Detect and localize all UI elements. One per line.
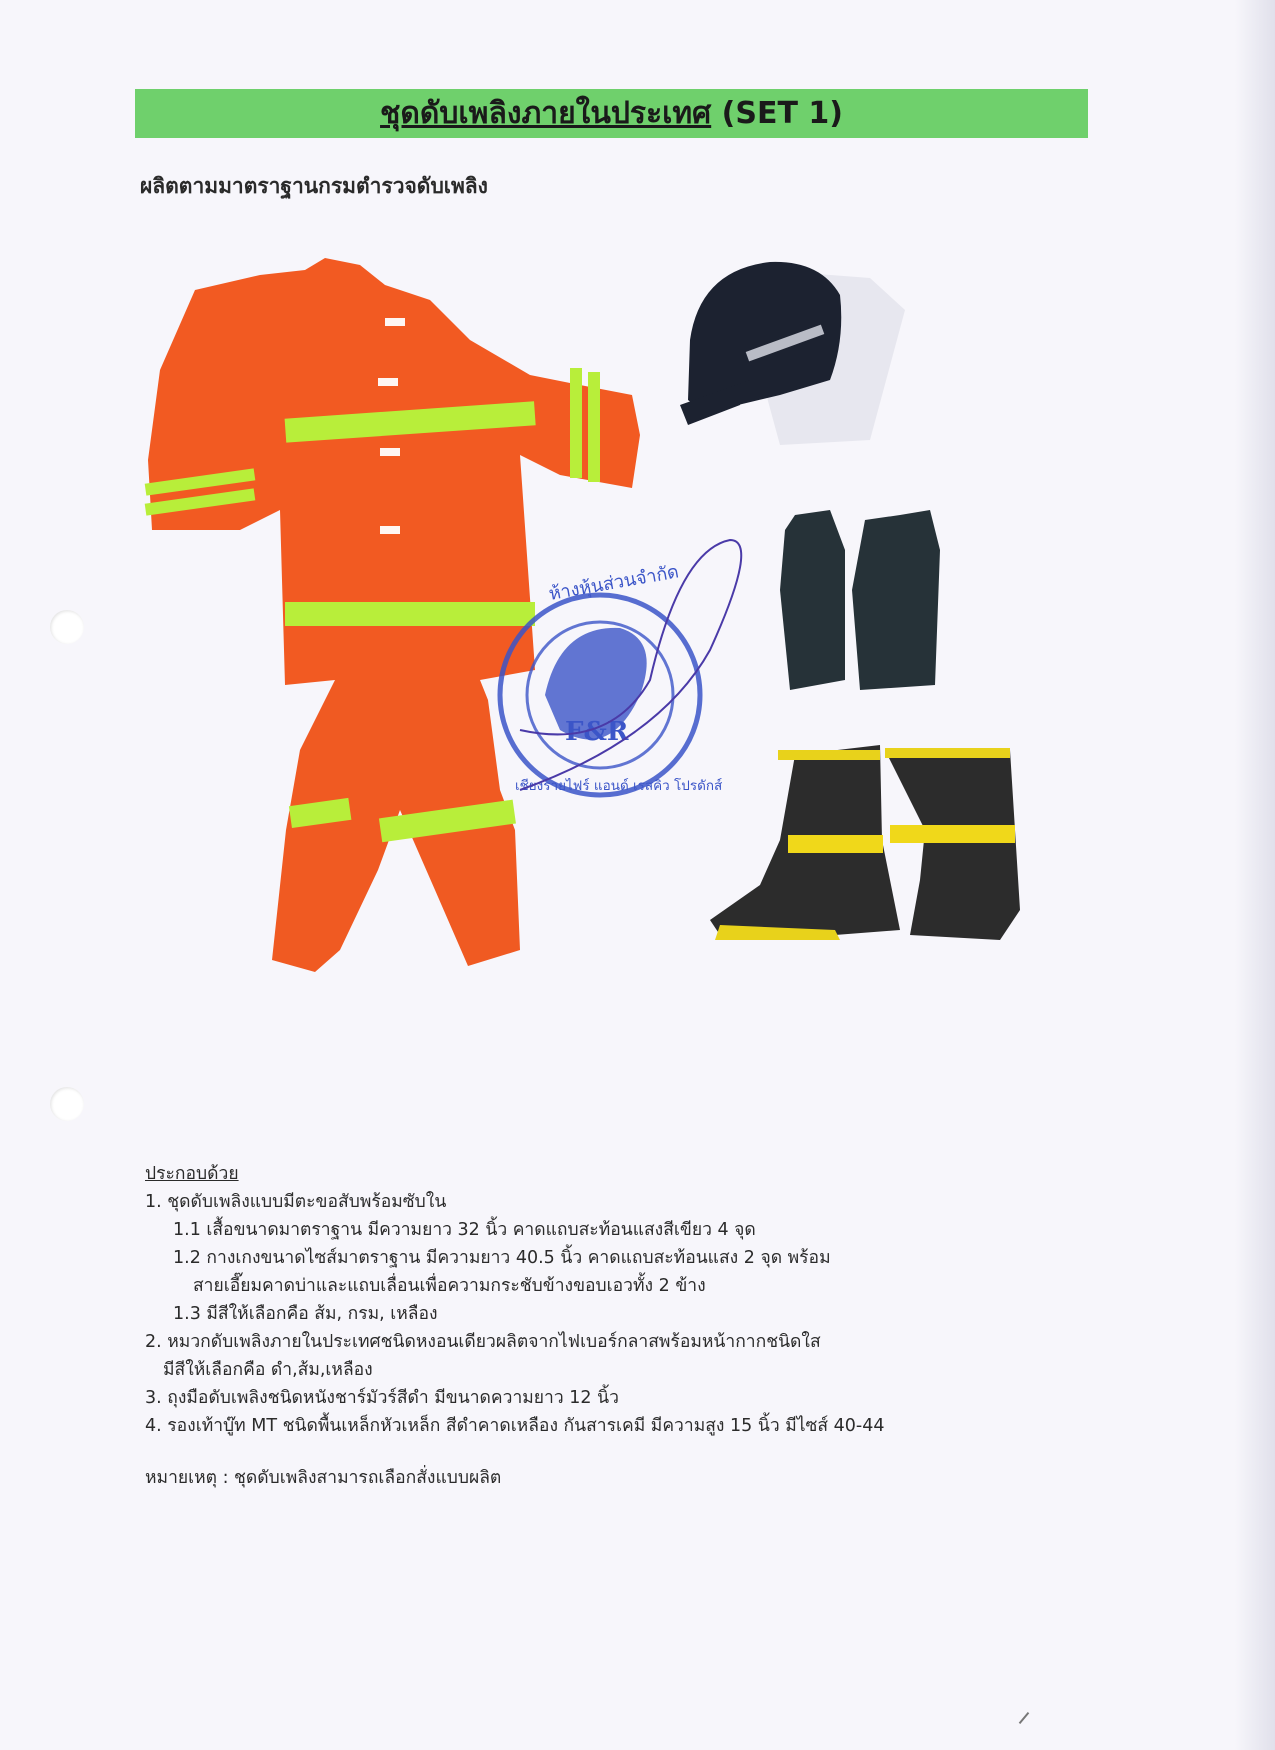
- fire-suit-image: [145, 258, 640, 972]
- note: หมายเหตุ : ชุดดับเพลิงสามารถเลือกสั่งแบบผลิต: [145, 1468, 502, 1488]
- punch-hole: [50, 610, 84, 644]
- title-suffix: (SET 1): [721, 96, 843, 131]
- punch-hole: [50, 1087, 84, 1121]
- product-photo-collage: [140, 230, 1060, 1130]
- page-title: [380, 90, 843, 137]
- list-item: 4. รองเท้าบู๊ท MT ชนิดพื้นเหล็กหัวเหล็ก สีดำคาดเหลือง กันสารเคมี มีความสูง 15 นิ้ว มีไซส์ 40-44: [145, 1416, 885, 1436]
- list-item: สายเอี๊ยมคาดบ่าและแถบเลื่อนเพื่อความกระชับข้างขอบเอวทั้ง 2 ข้าง: [193, 1276, 706, 1296]
- list-item: 1.1 เสื้อขนาดมาตราฐาน มีความยาว 32 นิ้ว คาดแถบสะท้อนแสงสีเขียว 4 จุด: [173, 1220, 756, 1240]
- item-list: [145, 1160, 1075, 1492]
- list-item: มีสีให้เลือกคือ ดำ,ส้ม,เหลือง: [163, 1360, 373, 1380]
- pen-mark: [1019, 1712, 1030, 1724]
- list-item: 1.3 มีสีให้เลือกคือ ส้ม, กรม, เหลือง: [173, 1304, 438, 1324]
- title-bar: [135, 89, 1088, 138]
- stamp-top-text: ห้างหุ้นส่วนจำกัด: [547, 561, 681, 605]
- gloves-image: [780, 510, 940, 690]
- title-main: ชุดดับเพลิงภายในประเทศ: [380, 96, 712, 131]
- stamp-logo: F&R: [565, 717, 629, 747]
- list-item: 3. ถุงมือดับเพลิงชนิดหนังชาร์มัวร์สีดำ มีขนาดความยาว 12 นิ้ว: [145, 1388, 619, 1408]
- stamp-bottom-text: เชียงรายไฟร์ แอนด์ เรสคิว โปรดักส์: [515, 778, 723, 794]
- boots-image: [710, 745, 1020, 940]
- subtitle: ผลิตตามมาตราฐานกรมตำรวจดับเพลิง: [140, 174, 488, 198]
- helmet-image: [680, 262, 905, 445]
- list-item: 1. ชุดดับเพลิงแบบมีตะขอสับพร้อมซับใน: [145, 1192, 447, 1212]
- items-heading: ประกอบด้วย: [145, 1164, 239, 1184]
- company-stamp: [500, 540, 741, 795]
- page-edge-shadow: [1235, 0, 1275, 1750]
- list-item: 1.2 กางเกงขนาดไซส์มาตราฐาน มีความยาว 40.5 นิ้ว คาดแถบสะท้อนแสง 2 จุด พร้อม: [173, 1248, 831, 1268]
- list-item: 2. หมวกดับเพลิงภายในประเทศชนิดหงอนเดียวผลิตจากไฟเบอร์กลาสพร้อมหน้ากากชนิดใส: [145, 1332, 821, 1352]
